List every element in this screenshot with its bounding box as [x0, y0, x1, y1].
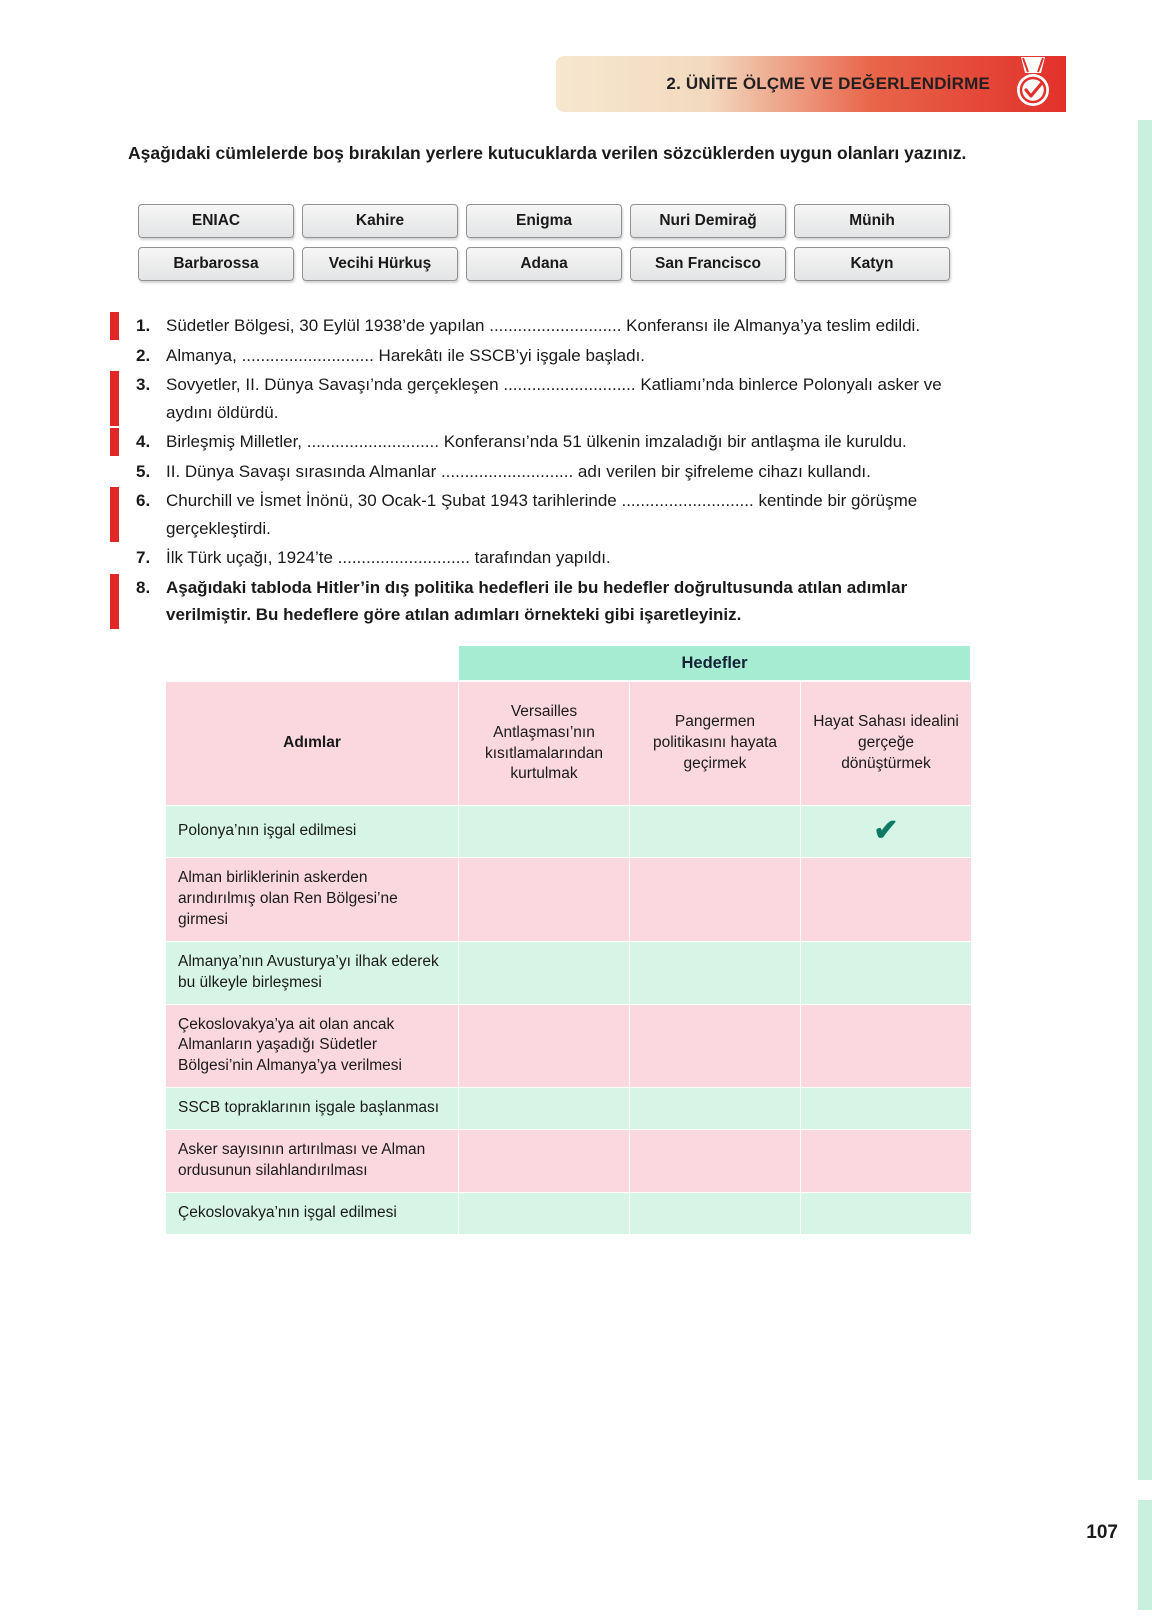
page-title: 2. ÜNİTE ÖLÇME VE DEĞERLENDİRME	[666, 74, 990, 93]
table-check-cell[interactable]	[459, 857, 630, 941]
table-row-label: SSCB topraklarının işgale başlanması	[166, 1088, 459, 1130]
table-group-header: Hedefler	[458, 645, 971, 681]
table-check-cell[interactable]	[630, 941, 801, 1004]
word-bank	[138, 204, 950, 290]
table-row-label: Alman birliklerinin askerden arındırılmış olan Ren Bölgesi’ne girmesi	[166, 857, 459, 941]
question-text: Sovyetler, II. Dünya Savaşı’nda gerçekleşen ............................ Katliamı’nda binlerce Polonyalı asker ve aydını öldürdü.	[166, 375, 942, 422]
question-item	[110, 342, 990, 370]
table-row-label: Çekoslovakya’ya ait olan ancak Almanların yaşadığı Südetler Bölgesi’nin Almanya’ya verilmesi	[166, 1004, 459, 1088]
question-text: II. Dünya Savaşı sırasında Almanlar ............................ adı verilen bir şifreleme cihazı kullandı.	[166, 461, 871, 481]
question-number: 1.	[136, 316, 151, 335]
question-marker	[110, 574, 119, 629]
question-number: 8.	[136, 577, 151, 597]
hedefler-adimlar-table	[165, 645, 971, 1235]
question-number: 4.	[136, 432, 151, 452]
question-marker	[110, 312, 119, 340]
word-box[interactable]: Münih	[794, 204, 950, 238]
table-check-cell[interactable]	[801, 806, 972, 858]
table-column-header: Pangermen politikasını hayata geçirmek	[630, 682, 801, 806]
page-number: 107	[1086, 1522, 1118, 1543]
word-box[interactable]: Barbarossa	[138, 247, 294, 281]
table-row	[166, 806, 972, 858]
question-marker	[110, 371, 119, 426]
question-marker	[110, 342, 119, 370]
word-box[interactable]: Katyn	[794, 247, 950, 281]
question-item	[110, 428, 990, 456]
table-check-cell[interactable]	[630, 857, 801, 941]
word-box[interactable]: ENIAC	[138, 204, 294, 238]
table-check-cell[interactable]	[630, 1088, 801, 1130]
question-item	[110, 544, 990, 572]
unit-header-banner	[556, 56, 1066, 112]
table-row-label: Almanya’nın Avusturya’yı ilhak ederek bu ülkeyle birleşmesi	[166, 941, 459, 1004]
table-check-cell[interactable]	[801, 857, 972, 941]
question-marker	[110, 458, 119, 486]
word-box[interactable]: Adana	[466, 247, 622, 281]
question-item	[110, 574, 990, 629]
question-text: Birleşmiş Milletler, ............................ Konferansı’nda 51 ülkenin imzaladığı bir antlaşma ile kuruldu.	[166, 432, 907, 452]
question-item	[110, 312, 990, 340]
table-check-cell[interactable]	[630, 806, 801, 858]
table-check-cell[interactable]	[630, 1004, 801, 1088]
table-row	[166, 1088, 972, 1130]
medal-icon	[1010, 54, 1056, 112]
table-row-label: Polonya’nın işgal edilmesi	[166, 806, 459, 858]
table-check-cell[interactable]	[801, 1004, 972, 1088]
table-row	[166, 1130, 972, 1193]
question-text: Aşağıdaki tabloda Hitler’in dış politika hedefleri ile bu hedefler doğrultusunda atılan adımlar verilmiştir. Bu hedeflere göre atılan adımları örnekteki gibi işaretleyiniz.	[166, 577, 908, 625]
question-marker	[110, 428, 119, 456]
question-item	[110, 487, 990, 542]
word-box[interactable]: Nuri Demirağ	[630, 204, 786, 238]
table-row-label: Asker sayısının artırılması ve Alman ordusunun silahlandırılması	[166, 1130, 459, 1193]
question-text: Almanya, ............................ Harekâtı ile SSCB’yi işgale başladı.	[166, 345, 646, 365]
table-row	[166, 941, 972, 1004]
question-number: 2.	[136, 345, 151, 365]
question-text: İlk Türk uçağı, 1924’te ............................ tarafından yapıldı.	[166, 548, 611, 568]
table-header-row	[166, 682, 972, 806]
table-check-cell[interactable]	[459, 1004, 630, 1088]
instruction-text: Aşağıdaki cümlelerde boş bırakılan yerlere kutucuklarda verilen sözcüklerden uygun olanları yazınız.	[128, 143, 967, 163]
table-check-cell[interactable]	[459, 1088, 630, 1130]
table-column-header: Hayat Sahası idealini gerçeğe dönüştürmek	[801, 682, 972, 806]
word-box[interactable]: San Francisco	[630, 247, 786, 281]
question-number: 7.	[136, 548, 151, 568]
table-row-header-label: Adımlar	[166, 682, 459, 806]
word-bank-row-1	[138, 204, 950, 238]
table-check-cell[interactable]	[459, 1130, 630, 1193]
question-number: 3.	[136, 375, 151, 395]
table-row	[166, 1193, 972, 1235]
question-number: 5.	[136, 461, 151, 481]
table-check-cell[interactable]	[801, 1088, 972, 1130]
word-bank-row-2	[138, 247, 950, 281]
table-check-cell[interactable]	[459, 941, 630, 1004]
table-check-cell[interactable]	[459, 1193, 630, 1235]
table-row-label: Çekoslovakya’nın işgal edilmesi	[166, 1193, 459, 1235]
page-edge-bar-top	[1138, 120, 1152, 1480]
question-item	[110, 458, 990, 486]
table-check-cell[interactable]	[630, 1193, 801, 1235]
table-check-cell[interactable]	[801, 941, 972, 1004]
question-marker	[110, 544, 119, 572]
question-number: 6.	[136, 491, 151, 511]
table-check-cell[interactable]	[630, 1130, 801, 1193]
question-text: Churchill ve İsmet İnönü, 30 Ocak-1 Şubat 1943 tarihlerinde ............................ kentinde bir görüşme gerçekleştirdi.	[166, 491, 918, 538]
table-row	[166, 857, 972, 941]
page-edge-bar-bottom	[1138, 1500, 1152, 1610]
table-column-header: Versailles Antlaşması’nın kısıtlamalarından kurtulmak	[459, 682, 630, 806]
question-marker	[110, 487, 119, 542]
word-box[interactable]: Enigma	[466, 204, 622, 238]
table-check-cell[interactable]	[801, 1193, 972, 1235]
question-item	[110, 371, 990, 426]
word-box[interactable]: Vecihi Hürkuş	[302, 247, 458, 281]
table-check-cell[interactable]	[801, 1130, 972, 1193]
question-text: Südetler Bölgesi, 30 Eylül 1938’de yapılan ............................ Konferansı ile Almanya’ya teslim edildi.	[166, 316, 921, 335]
word-box[interactable]: Kahire	[302, 204, 458, 238]
table-row	[166, 1004, 972, 1088]
question-list	[110, 312, 990, 631]
check-icon: ✔	[873, 814, 899, 847]
table-check-cell[interactable]	[459, 806, 630, 858]
